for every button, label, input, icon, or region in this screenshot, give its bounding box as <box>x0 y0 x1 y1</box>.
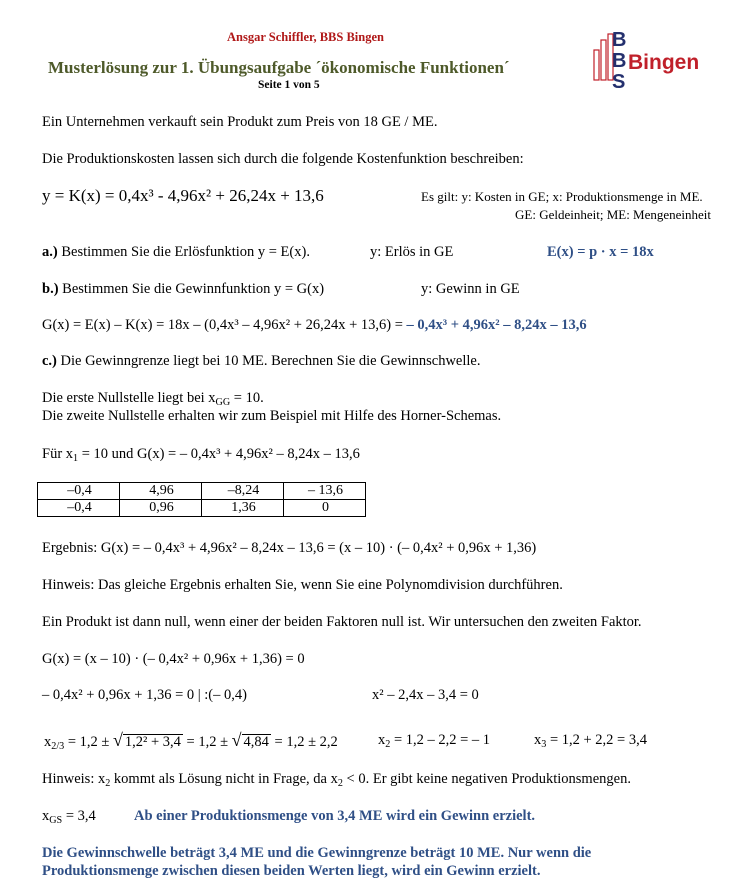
logo-text: Bingen <box>628 51 700 74</box>
task-b <box>42 281 324 298</box>
legend-line-2: GE: Geldeinheit; ME: Mengeneinheit <box>515 207 712 222</box>
task-a-label: a.) <box>42 244 58 260</box>
second-root: Die zweite Nullstelle erhalten wir zum Beispiel mit Hilfe des Horner-Schemas. <box>42 408 502 424</box>
divide-equation: – 0,4x² + 0,96x + 1,36 = 0 | :(– 0,4) <box>42 687 247 703</box>
table-cell: –0,4 <box>38 483 120 500</box>
table-cell: 1,36 <box>202 500 284 517</box>
ergebnis: Ergebnis: G(x) = – 0,4x³ + 4,96x² – 8,24x – 13,6 = (x – 10) · (– 0,4x² + 0,96x + 1,36) <box>42 540 537 556</box>
profit-calc: G(x) = E(x) – K(x) = 18x – (0,4x³ – 4,96x² + 26,24x + 13,6) = <box>42 317 407 333</box>
table-row <box>38 500 366 517</box>
first-root: Die erste Nullstelle liegt bei $x_{GG} = 10$. <box>42 390 264 408</box>
sqrt-icon: √ <box>112 730 123 750</box>
task-a-answer: E(x) = p · x = 18x <box>547 244 654 260</box>
horner-setup: Für $x_1 = 10$ und G(x) = – 0,4x³ + 4,96x² – 8,24x – 13,6 <box>42 446 360 464</box>
legend-line-1: Es gilt: y: Kosten in GE; x: Produktionsmenge in ME. <box>421 189 703 204</box>
logo-letter-1: B <box>612 29 627 51</box>
author: Ansgar Schiffler, BBS Bingen <box>227 30 384 44</box>
table-cell: 0 <box>284 500 366 517</box>
task-b-note: y: Gewinn in GE <box>421 281 520 297</box>
table-cell: –8,24 <box>202 483 284 500</box>
page-number: Seite 1 von 5 <box>258 79 320 91</box>
profit-answer: – 0,4x³ + 4,96x² – 8,24x – 13,6 <box>406 317 587 333</box>
intro-costs: Die Produktionskosten lassen sich durch die folgende Kostenfunktion beschreiben: <box>42 151 524 167</box>
bbs-bingen-logo <box>592 28 702 90</box>
logo-letter-2: B <box>612 50 627 72</box>
table-cell: 0,96 <box>120 500 202 517</box>
table-row <box>38 483 366 500</box>
normalized-equation: x² – 2,4x – 3,4 = 0 <box>372 687 479 703</box>
task-b-text: Bestimmen Sie die Gewinnfunktion y = G(x) <box>58 281 325 297</box>
logo-bars-icon <box>594 34 613 80</box>
page-title: Musterlösung zur 1. Übungsaufgabe ´ökonomische Funktionen´ <box>48 58 510 77</box>
hint-negative: Hinweis: $x_2$ kommt als Lösung nicht in Frage, da $x_2 < 0$. Er gibt keine negativen Produktionsmengen. <box>42 771 631 789</box>
task-c-text: Die Gewinngrenze liegt bei 10 ME. Berechnen Sie die Gewinnschwelle. <box>56 353 481 369</box>
intro-price: Ein Unternehmen verkauft sein Produkt zum Preis von 18 GE / ME. <box>42 114 438 130</box>
profit-function-line <box>42 317 587 334</box>
xgs-answer: Ab einer Produktionsmenge von 3,4 ME wird ein Gewinn erzielt. <box>134 808 536 824</box>
hint-polynomdivision: Hinweis: Das gleiche Ergebnis erhalten Sie, wenn Sie eine Polynomdivision durchführen. <box>42 577 563 593</box>
table-cell: 4,96 <box>120 483 202 500</box>
horner-table <box>37 482 366 517</box>
task-a-note: y: Erlös in GE <box>370 244 454 260</box>
xgs-value: $x_{GS} = 3,4$ <box>42 808 96 826</box>
table-cell: – 13,6 <box>284 483 366 500</box>
task-b-label: b.) <box>42 281 59 297</box>
logo-letter-3: S <box>612 71 626 90</box>
task-a-text: Bestimmen Sie die Erlösfunktion y = E(x). <box>57 244 310 260</box>
pq-formula: $x_{2/3} = 1,2$ ± √ 1,2² + 3,4 = 1,2 ± √ 4,84 = 1,2 ± 2,2 <box>44 730 338 752</box>
table-cell: –0,4 <box>38 500 120 517</box>
factored-equation: G(x) = (x – 10) · (– 0,4x² + 0,96x + 1,36) = 0 <box>42 651 305 667</box>
sqrt-icon: √ <box>231 730 242 750</box>
task-c <box>42 353 480 370</box>
x3-value: $x_3 = 1,2 + 2,2 = 3,4$ <box>534 732 647 750</box>
conclusion-line-2: Produktionsmenge zwischen diesen beiden Werten liegt, wird ein Gewinn erzielt. <box>42 863 541 879</box>
x2-value: $x_2 = 1,2 - 2,2$ = – 1 <box>378 732 491 750</box>
task-c-label: c.) <box>42 353 57 369</box>
task-a <box>42 244 310 261</box>
cost-function: y = K(x) = 0,4x³ - 4,96x² + 26,24x + 13,6 <box>42 186 324 205</box>
conclusion-line-1: Die Gewinnschwelle beträgt 3,4 ME und die Gewinngrenze beträgt 10 ME. Nur wenn die <box>42 845 592 861</box>
product-null-text: Ein Produkt ist dann null, wenn einer der beiden Faktoren null ist. Wir untersuchen den zweiten Faktor. <box>42 614 642 630</box>
